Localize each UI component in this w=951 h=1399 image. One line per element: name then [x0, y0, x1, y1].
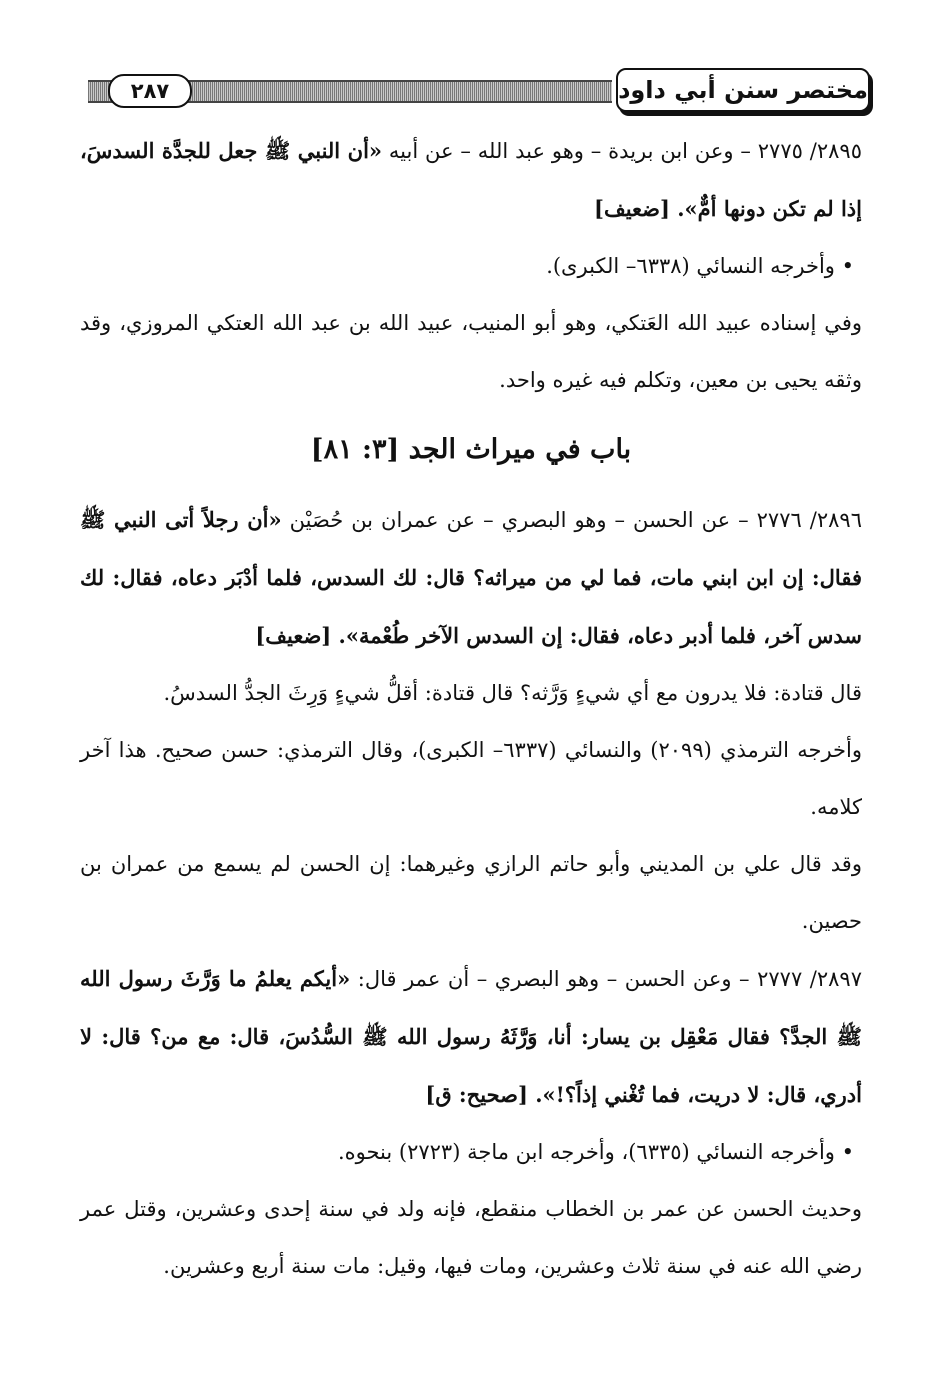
chapter-heading: باب في ميراث الجد [٣: ٨١]	[310, 434, 632, 465]
hadith-number: ٢٨٩٦/ ٢٧٧٦ – عن الحسن – وهو البصري – عن عمران بن حُصَيْن	[289, 508, 862, 532]
book-title: مختصر سنن أبي داود	[616, 68, 870, 112]
isnad-comment: وفي إسناده عبيد الله العَتكي، وهو أبو المنيب، عبيد الله بن عبد الله العتكي المروزي، وقد وثقه يحيى بن معين، وتكلم فيه غيره واحد.	[80, 311, 862, 392]
qatada-note: قال قتادة: فلا يدرون مع أي شيءٍ وَرَّثه؟ قال قتادة: أقلُّ شيءٍ وَرِثَ الجدُّ السدسُ.	[163, 681, 862, 705]
takhrij-note: وأخرجه الترمذي (٢٠٩٩) والنسائي (٦٣٣٧– الكبرى)، وقال الترمذي: حسن صحيح. هذا آخر كلامه.	[80, 738, 862, 819]
isnad-comment: وحديث الحسن عن عمر بن الخطاب منقطع، فإنه ولد في سنة إحدى وعشرين، وقتل عمر رضي الله عنه في سنة ثلاث وعشرين، ومات فيها، وقيل: مات سنة أربع وعشرين.	[80, 1197, 862, 1278]
hadith-number: ٢٨٩٧/ ٢٧٧٧ – وعن الحسن – وهو البصري – أن عمر قال:	[357, 967, 862, 991]
takhrij-note: • وأخرجه النسائي (٦٣٣٥)، وأخرجه ابن ماجة (٢٧٢٣) بنحوه.	[337, 1140, 854, 1164]
page-number: ٢٨٧	[108, 74, 192, 108]
hadith-text: «أن النبي ﷺ جعل للجدَّة السدسَ، إذا لم تكن دونها أمٌّ». [ضعيف]	[80, 138, 862, 221]
hadith-2897	[80, 950, 862, 1124]
page-header	[88, 68, 870, 118]
hadith-2896	[80, 491, 862, 665]
takhrij-note: • وأخرجه النسائي (٦٣٣٨– الكبرى).	[546, 254, 854, 278]
hadith-2895	[80, 122, 862, 238]
page-body	[80, 122, 862, 1295]
isnad-comment: وقد قال علي بن المديني وأبو حاتم الرازي وغيرهما: إن الحسن لم يسمع من عمران بن حصين.	[80, 852, 862, 933]
hadith-number: ٢٨٩٥/ ٢٧٧٥ – وعن ابن بريدة – وهو عبد الله – عن أبيه	[388, 139, 862, 163]
hadith-text: «أيكم يعلمُ ما وَرَّثَ رسول الله ﷺ الجدَّ؟ فقال مَعْقِل بن يسار: أنا، وَرَّثَهُ رسول الله ﷺ السُّدُسَ، قال: مع من؟ قال: لا أدري، قال: لا دريت، فما تُغْني إذاً؟!». [صحيح: ق]	[80, 966, 862, 1107]
hadith-text: «أن رجلاً أتى النبي ﷺ فقال: إن ابن ابني مات، فما لي من ميراثه؟ قال: لك السدس، فلما أدْبَر دعاه، فقال: لك سدس آخر، فلما أدبر دعاه، فقال: إن السدس الآخر طُعْمة». [ضعيف]	[80, 507, 862, 648]
